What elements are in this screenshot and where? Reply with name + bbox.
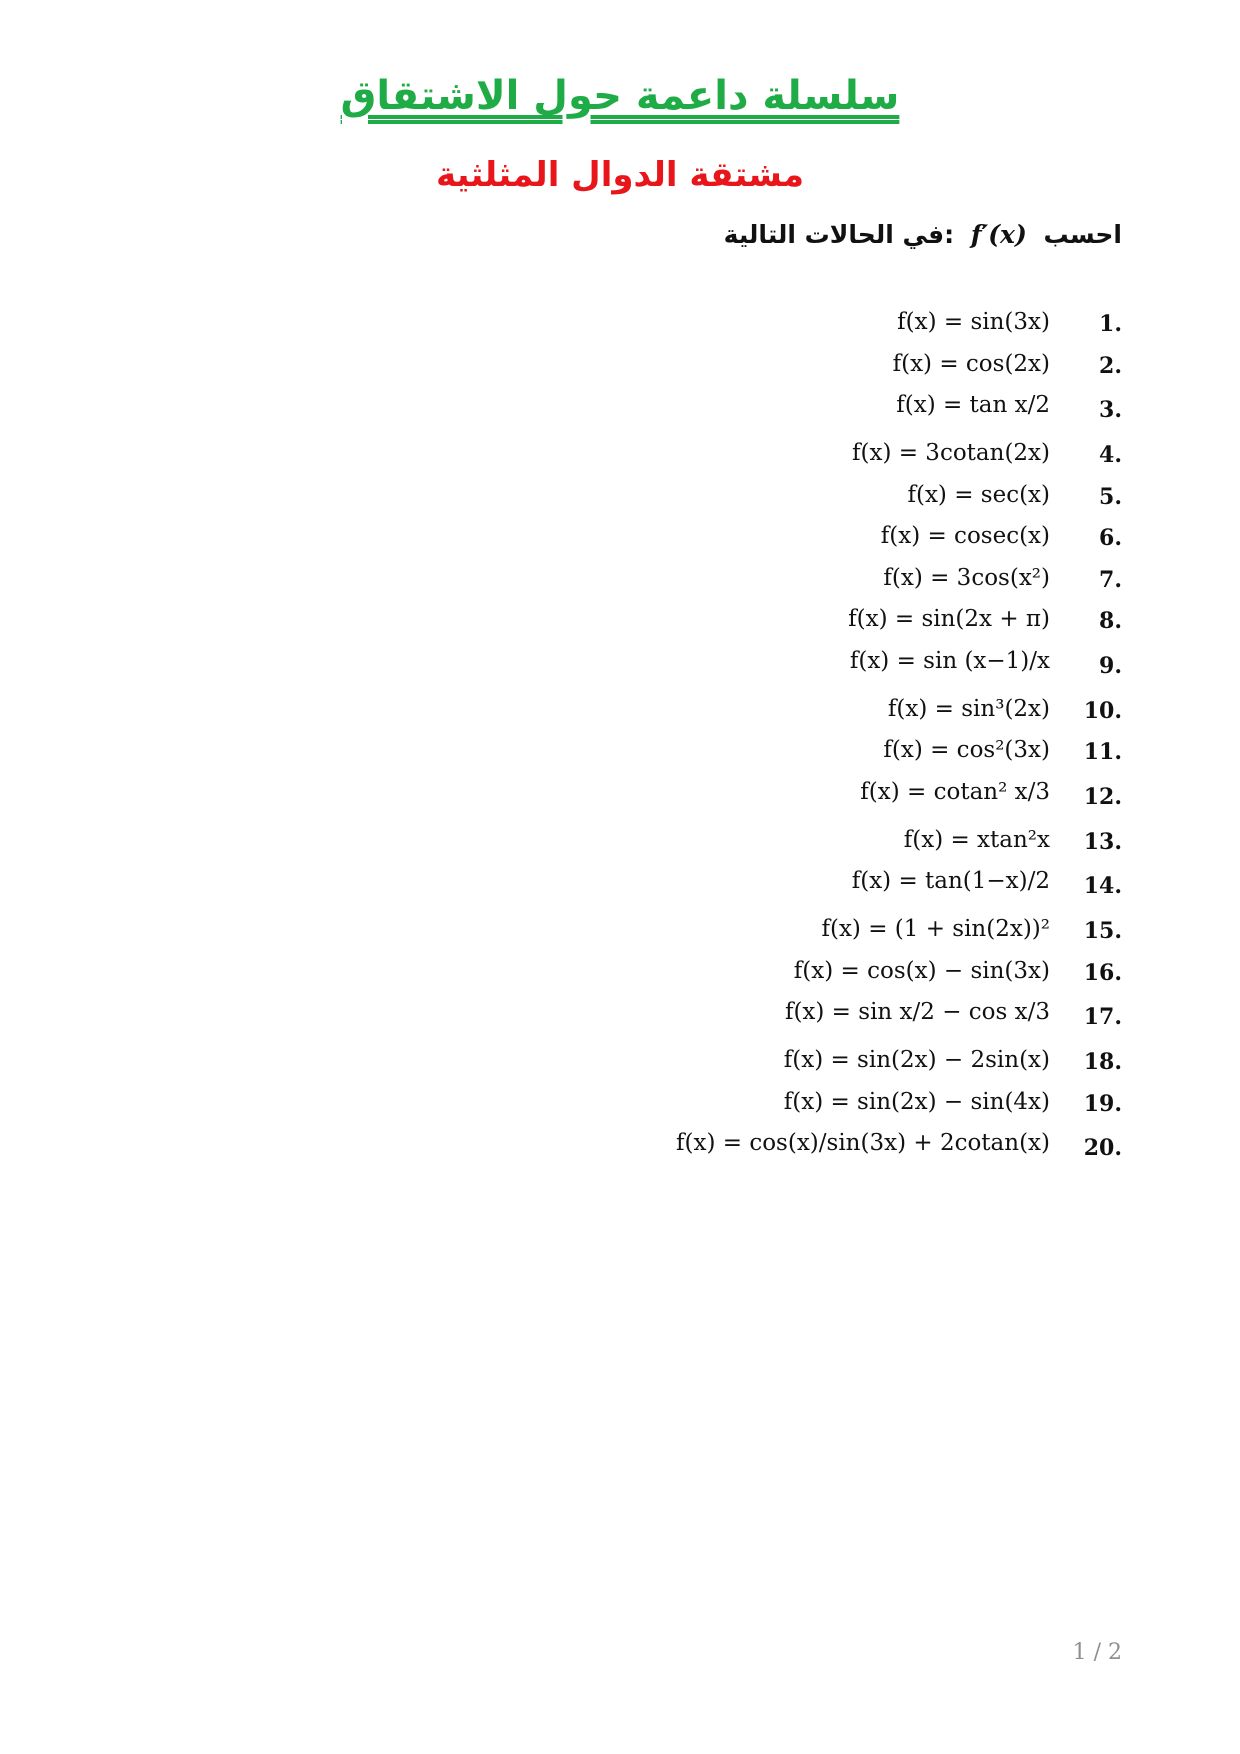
exercise-item (622, 864, 1122, 912)
exercise-number: .10 (1083, 697, 1122, 724)
exercise-formula: f(x) = sin(2x) − 2sin(x) (783, 1047, 1050, 1073)
exercise-item (622, 1043, 1122, 1085)
exercise-item (622, 436, 1122, 478)
exercise-number: .4 (1099, 442, 1122, 468)
exercise-formula: f(x) = tan x/2 (896, 392, 1050, 418)
exercise-item (622, 823, 1122, 865)
document-title (0, 72, 1240, 120)
exercise-item (622, 561, 1122, 603)
exercise-formula: f(x) = cos²(3x) (883, 737, 1050, 763)
exercise-number: .2 (1099, 352, 1122, 379)
instruction-before: احسب (1043, 220, 1122, 249)
exercise-formula: f(x) = sin(2x) − sin(4x) (783, 1088, 1050, 1115)
exercise-formula: f(x) = (1 + sin(2x))² (821, 916, 1050, 942)
exercise-number: .14 (1083, 873, 1122, 899)
exercise-number: .18 (1083, 1049, 1122, 1075)
exercise-formula: f(x) = sin x/2 − cos x/3 (784, 999, 1050, 1025)
exercise-formula: f(x) = cos(x) − sin(3x) (793, 957, 1050, 984)
exercise-number: .3 (1099, 397, 1122, 423)
exercise-number: .7 (1099, 566, 1122, 593)
exercise-formula: f(x) = xtan²x (903, 826, 1050, 853)
exercise-formula: f(x) = 3cos(x²) (883, 564, 1050, 591)
exercise-list (622, 305, 1122, 1174)
document-subtitle: مشتقة الدوال المثلثية (436, 155, 804, 195)
exercise-number: .11 (1083, 739, 1122, 765)
exercise-item (622, 1085, 1122, 1127)
exercise-formula: f(x) = cos(x)/sin(3x) + 2cotan(x) (676, 1130, 1050, 1156)
page-number: 1 / 2 (1072, 1640, 1122, 1665)
exercise-number: .16 (1083, 959, 1122, 986)
exercise-formula: f(x) = sin(3x) (897, 309, 1050, 335)
exercise-number: .15 (1083, 918, 1122, 944)
exercise-item (622, 347, 1122, 389)
exercise-item (622, 954, 1122, 996)
exercise-formula: f(x) = tan(1−x)/2 (851, 868, 1050, 894)
exercise-formula: f(x) = sec(x) (907, 481, 1050, 508)
exercise-formula: f(x) = sin³(2x) (887, 695, 1050, 722)
instruction (724, 220, 1122, 249)
exercise-number: .8 (1099, 608, 1122, 634)
instruction-after: :في الحالات التالية (723, 220, 955, 249)
exercise-item (622, 305, 1122, 347)
exercise-number: .9 (1099, 652, 1122, 679)
exercise-number: .20 (1083, 1135, 1122, 1161)
exercise-number: .1 (1099, 311, 1122, 337)
exercise-number: .6 (1099, 525, 1122, 551)
exercise-number: .5 (1099, 483, 1122, 510)
exercise-item (622, 644, 1122, 692)
exercise-item (622, 478, 1122, 520)
exercise-number: .13 (1083, 828, 1122, 855)
instruction-math: f′(x) (970, 220, 1027, 249)
exercise-number: .12 (1083, 783, 1122, 810)
exercise-item (622, 602, 1122, 644)
exercise-item (622, 1126, 1122, 1174)
document-title-text: سلسلة داعمة حول الاشتقاق (340, 73, 900, 119)
exercise-item (622, 692, 1122, 734)
exercise-number: .17 (1083, 1004, 1122, 1030)
exercise-item (622, 733, 1122, 775)
exercise-formula: f(x) = sin (x−1)/x (849, 647, 1050, 674)
exercise-item (622, 519, 1122, 561)
exercise-formula: f(x) = sin(2x + π) (848, 606, 1050, 632)
exercise-item (622, 995, 1122, 1043)
exercise-formula: f(x) = 3cotan(2x) (851, 440, 1050, 466)
exercise-formula: f(x) = cos(2x) (892, 350, 1050, 377)
exercise-formula: f(x) = cotan² x/3 (860, 778, 1050, 805)
exercise-item (622, 775, 1122, 823)
exercise-formula: f(x) = cosec(x) (880, 523, 1050, 549)
exercise-item (622, 388, 1122, 436)
exercise-item (622, 912, 1122, 954)
exercise-number: .19 (1083, 1090, 1122, 1117)
